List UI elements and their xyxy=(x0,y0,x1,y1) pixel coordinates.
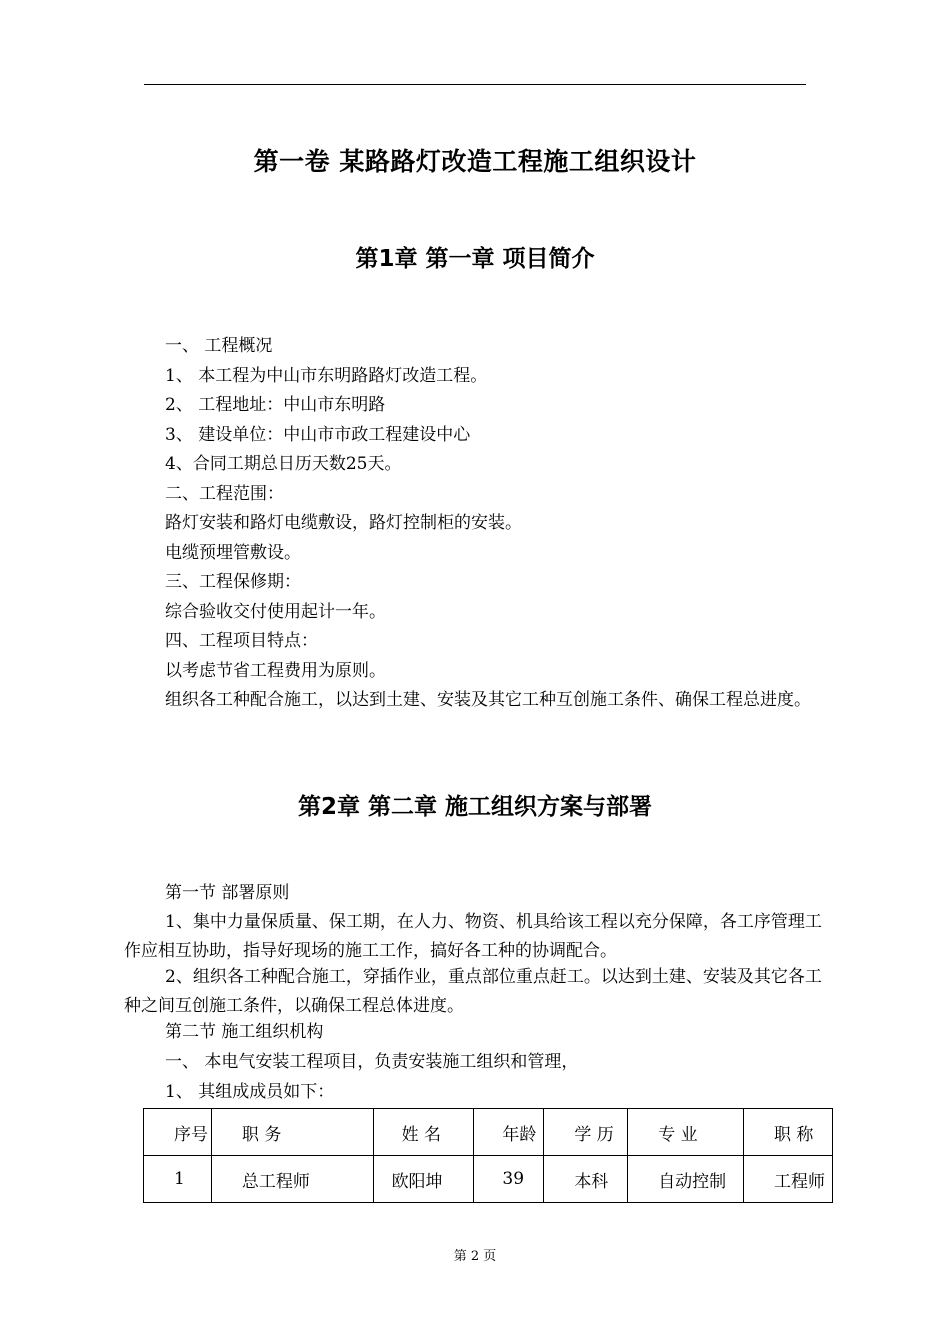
list-item: 电缆预埋管敷设。 xyxy=(165,543,301,563)
list-item: 综合验收交付使用起计一年。 xyxy=(165,602,386,622)
table-header-row xyxy=(144,1109,833,1156)
table-header-cell: 年龄 xyxy=(474,1109,544,1156)
list-item: 1、 其组成成员如下： xyxy=(165,1082,335,1102)
page-number: 第 2 页 xyxy=(453,1249,497,1264)
members-table xyxy=(143,1108,833,1203)
list-item: 以考虑节省工程费用为原则。 xyxy=(165,661,386,681)
list-item: 一、 本电气安装工程项目，负责安装施工组织和管理， xyxy=(165,1052,579,1072)
features-paragraph: 组织各工种配合施工，以达到土建、安装及其它工种互创施工条件、确保工程总进度。 xyxy=(165,690,811,710)
section-1-heading: 第一节 部署原则 xyxy=(165,883,290,903)
table-cell: 欧阳坤 xyxy=(373,1156,474,1203)
chapter-1-title: 第1章 第一章 项目简介 xyxy=(355,246,595,272)
table-cell: 自动控制 xyxy=(628,1156,744,1203)
section-1-paragraph: 1、集中力量保质量、保工期，在人力、物资、机具给该工程以充分保障，各工序管理工作应相互协助，指导好现场的施工工作，搞好各工种的协调配合。 xyxy=(124,912,822,961)
table-cell: 39 xyxy=(474,1156,544,1203)
warranty-heading: 三、工程保修期： xyxy=(165,572,301,592)
list-item: 2、 工程地址：中山市东明路 xyxy=(165,395,386,415)
section-1-paragraph: 2、组织各工种配合施工，穿插作业，重点部位重点赶工。以达到土建、安装及其它各工种之间互创施工条件，以确保工程总体进度。 xyxy=(124,967,822,1016)
overview-heading: 一、 工程概况 xyxy=(165,336,273,356)
list-item: 1、 本工程为中山市东明路路灯改造工程。 xyxy=(165,366,488,386)
features-heading: 四、工程项目特点： xyxy=(165,631,318,651)
list-item: 路灯安装和路灯电缆敷设，路灯控制柜的安装。 xyxy=(165,513,522,533)
table-header-cell: 序号 xyxy=(144,1109,212,1156)
header-rule xyxy=(144,84,806,85)
scope-heading: 二、工程范围： xyxy=(165,484,284,504)
table-header-cell: 姓 名 xyxy=(373,1109,474,1156)
table-header-cell: 职 称 xyxy=(743,1109,832,1156)
list-item: 3、 建设单位：中山市市政工程建设中心 xyxy=(165,425,471,445)
table-header-cell: 专 业 xyxy=(628,1109,744,1156)
table-cell: 本科 xyxy=(544,1156,628,1203)
volume-title: 第一卷 某路路灯改造工程施工组织设计 xyxy=(253,147,697,176)
table-header-cell: 学 历 xyxy=(544,1109,628,1156)
table-header-cell: 职 务 xyxy=(211,1109,373,1156)
table-cell: 工程师 xyxy=(743,1156,832,1203)
list-item: 4、合同工期总日历天数25天。 xyxy=(165,454,402,474)
section-2-heading: 第二节 施工组织机构 xyxy=(165,1022,324,1042)
table-row xyxy=(144,1156,833,1203)
table-cell: 1 xyxy=(144,1156,212,1203)
chapter-2-title: 第2章 第二章 施工组织方案与部署 xyxy=(297,794,653,820)
table-cell: 总工程师 xyxy=(211,1156,373,1203)
